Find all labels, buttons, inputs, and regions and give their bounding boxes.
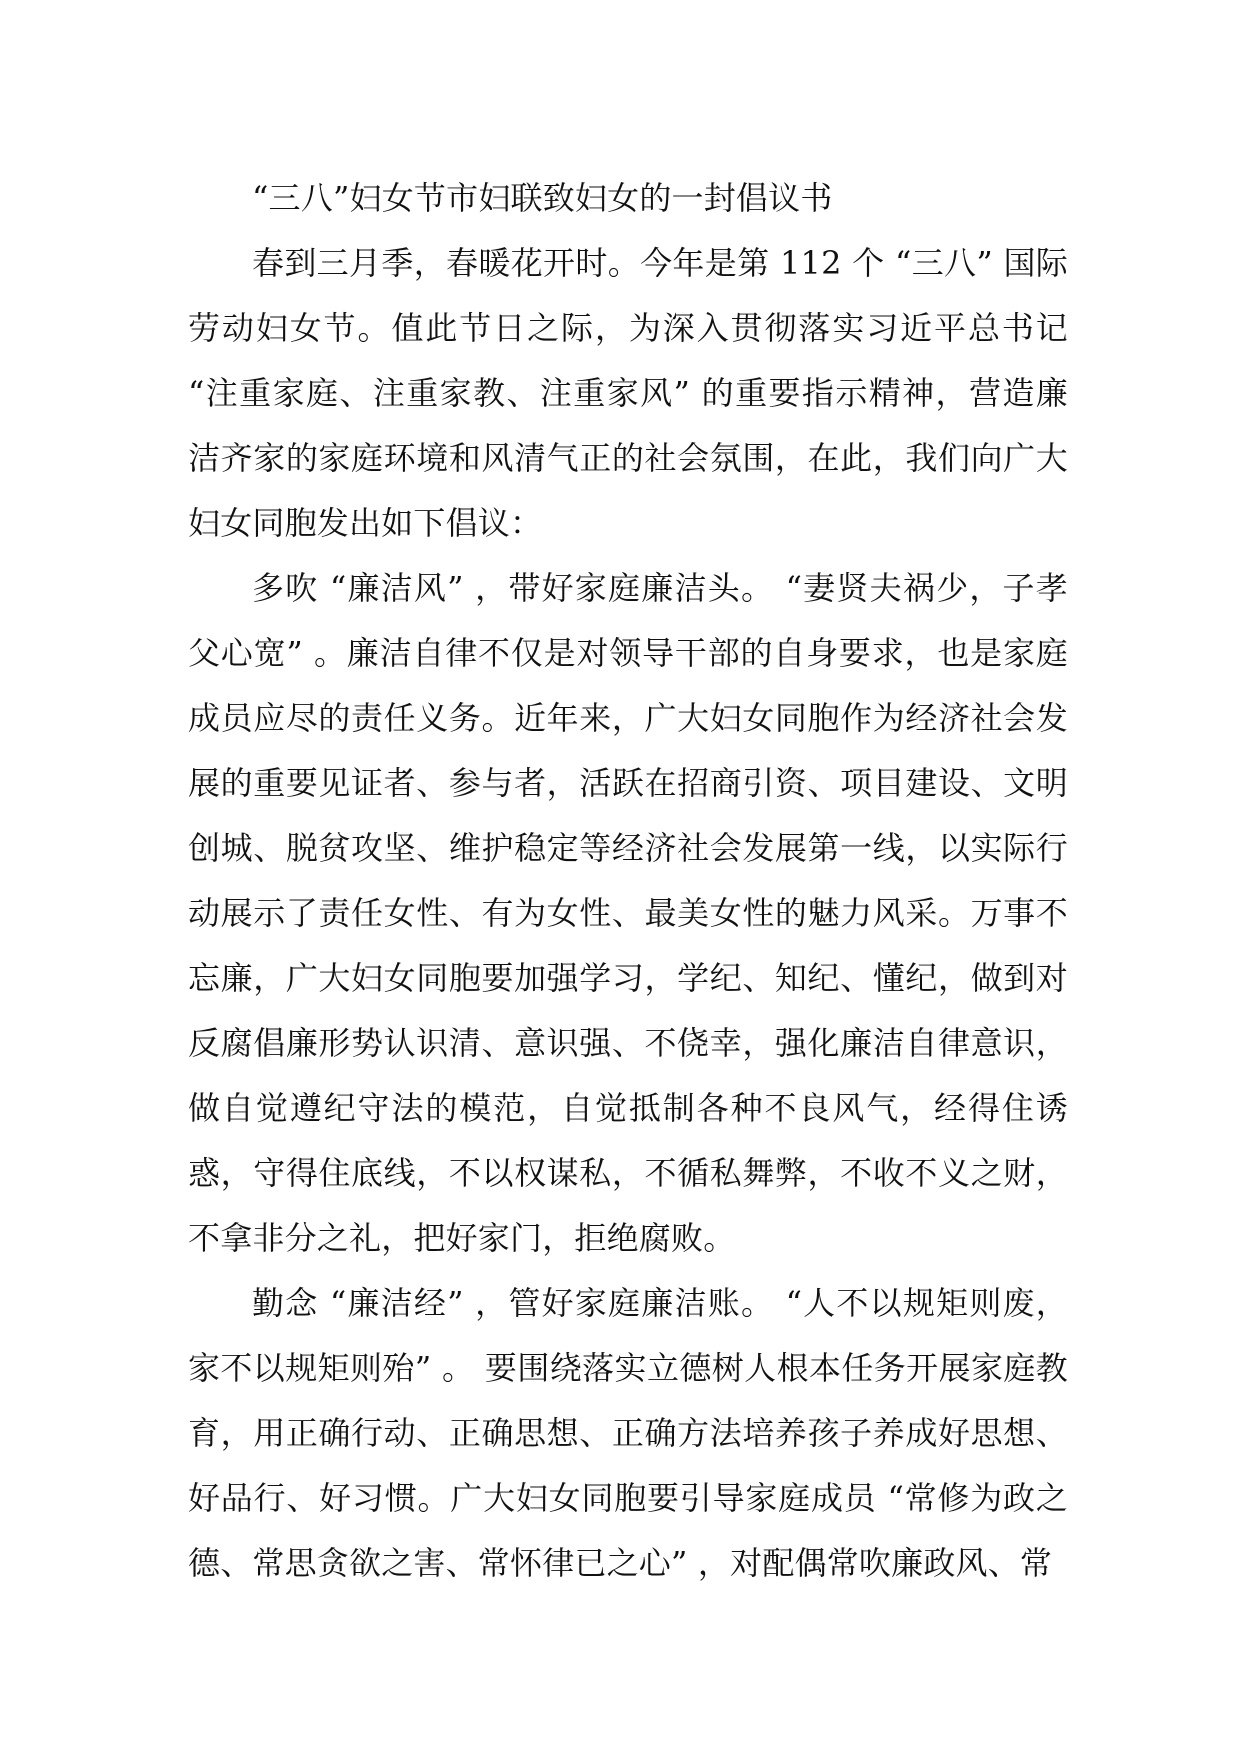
paragraph-integrity-wind: 多吹 “廉洁风” ，带好家庭廉洁头。 “妻贤夫祸少，子孝父心宽” 。廉洁自律不仅是对领导干部的自身要求，也是家庭成员应尽的责任义务。近年来，广大妇女同胞作为经济社会发展的重要见证者、参与者，活跃在招商引资、项目建设、文明创城、脱贫攻坚、维护稳定等经济社会发展第一线，以实际行动展示了责任女性、有为女性、最美女性的魅力风采。万事不忘廉，广大妇女同胞要加强学习，学纪、知纪、懂纪，做到对反腐倡廉形势认识清、意识强、不侥幸，强化廉洁自律意识，做自觉遵纪守法的模范，自觉抵制各种不良风气，经得住诱惑，守得住底线，不以权谋私，不循私舞弊，不收不义之财，不拿非分之礼，把好家门，拒绝腐败。 bbox=[188, 569, 1068, 1257]
document-body bbox=[188, 166, 1068, 1596]
paragraph-intro: 春到三月季，春暖花开时。今年是第 112 个 “三八” 国际劳动妇女节。值此节日之际，为深入贯彻落实习近平总书记 “注重家庭、注重家教、注重家风” 的重要指示精神，营造廉洁齐家的家庭环境和风清气正的社会氛围，在此，我们向广大妇女同胞发出如下倡议： bbox=[188, 244, 1068, 542]
paragraph-integrity-sutra: 勤念 “廉洁经” ，管好家庭廉洁账。 “人不以规矩则废，家不以规矩则殆” 。 要围绕落实立德树人根本任务开展家庭教育，用正确行动、正确思想、正确方法培养孩子养成好思想、好品行、好习惯。广大妇女同胞要引导家庭成员 “常修为政之德、常思贪欲之害、常怀律已之心” ，对配偶常吹廉政风、常 bbox=[188, 1284, 1068, 1582]
document-title: “三八”妇女节市妇联致妇女的一封倡议书 bbox=[252, 179, 833, 217]
